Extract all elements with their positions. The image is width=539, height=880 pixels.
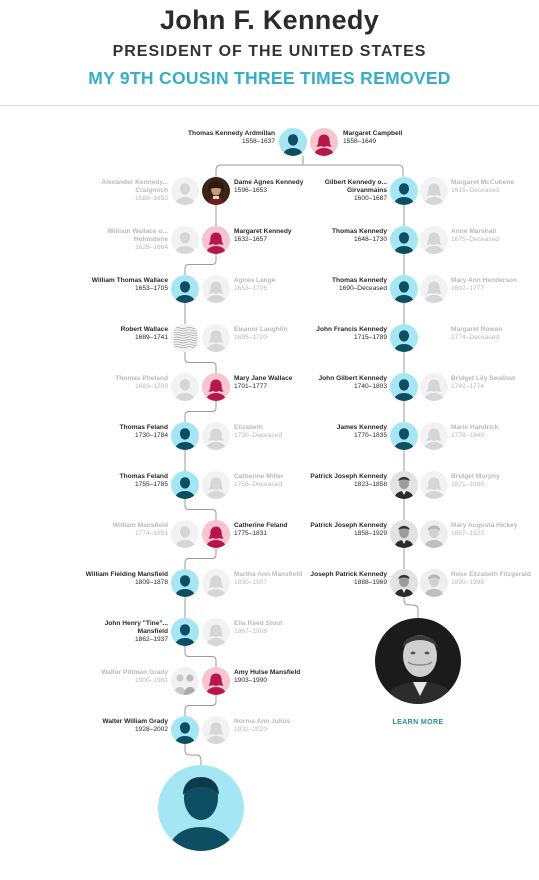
portrait-photo-avatar	[202, 177, 230, 205]
person-node[interactable]	[171, 324, 199, 352]
person-name: Rose Elizabeth Fitzgerald	[451, 571, 531, 578]
person-node[interactable]	[202, 177, 230, 205]
person-years: 1755–1785	[134, 481, 168, 489]
male-silhouette-icon	[171, 471, 199, 499]
learn-more-link[interactable]: LEARN MORE	[392, 719, 444, 726]
person-label[interactable]	[80, 620, 168, 645]
person-years: 1775–1831	[234, 530, 268, 538]
person-label[interactable]	[451, 522, 539, 538]
person-label[interactable]	[299, 571, 387, 587]
person-label[interactable]	[299, 228, 387, 244]
female-silhouette-icon	[202, 373, 230, 401]
person-years: 1888–1969	[353, 579, 387, 587]
person-node[interactable]	[390, 177, 418, 205]
person-name: Margaret Rowan	[451, 326, 503, 333]
male-silhouette-icon	[390, 177, 418, 205]
female-placeholder-icon	[420, 373, 448, 401]
person-node[interactable]	[202, 520, 230, 548]
person-label[interactable]	[343, 130, 431, 146]
connector-line	[185, 646, 216, 667]
person-years: 1690–Deceased	[338, 285, 387, 293]
person-name: Anne Marshall	[451, 228, 497, 235]
person-name: Agnes Lange	[234, 277, 276, 284]
person-node[interactable]	[390, 471, 418, 499]
relationship-label: MY 9TH COUSIN THREE TIMES REMOVED	[88, 68, 451, 88]
person-years: 1730–Deceased	[234, 432, 283, 440]
person-name: Alexander Kennedy... Craignoch	[101, 179, 168, 195]
person-years: 1653–1705	[134, 285, 168, 293]
connector-line	[185, 695, 216, 716]
male-silhouette-icon	[171, 569, 199, 597]
person-label[interactable]	[80, 473, 168, 489]
person-name: John Henry "Tine"... Mansfield	[104, 620, 168, 636]
person-years: 1701–1777	[234, 383, 268, 391]
person-node[interactable]	[171, 275, 199, 303]
person-label[interactable]	[299, 522, 387, 538]
connector-line	[185, 499, 216, 520]
person-years: 1625–1664	[134, 244, 168, 252]
person-node[interactable]	[171, 373, 199, 401]
person-label[interactable]	[299, 375, 387, 391]
person-name: Martha Ann Mansfield	[234, 571, 303, 578]
male-silhouette-icon	[171, 422, 199, 450]
person-node[interactable]	[202, 471, 230, 499]
person-node[interactable]	[420, 324, 448, 352]
person-name: Catherine Feland	[234, 522, 288, 529]
male-placeholder-icon	[171, 177, 199, 205]
person-label[interactable]	[299, 473, 387, 489]
person-years: 1779–1848	[451, 432, 485, 440]
person-label[interactable]	[451, 277, 539, 293]
person-name: James Kennedy	[336, 424, 387, 431]
female-placeholder-icon	[202, 275, 230, 303]
person-node[interactable]	[171, 422, 199, 450]
person-node[interactable]	[202, 275, 230, 303]
person-years: 1774–Deceased	[451, 334, 500, 342]
person-label[interactable]	[451, 375, 539, 391]
person-node[interactable]	[171, 471, 199, 499]
person-node[interactable]	[390, 422, 418, 450]
female-silhouette-icon	[202, 226, 230, 254]
person-years: 1632–1657	[234, 236, 268, 244]
person-name: William Wallace o... Holmstone	[107, 228, 168, 244]
portrait-photo-faded-avatar	[420, 569, 448, 597]
person-node[interactable]	[420, 177, 448, 205]
person-years: 1758–Deceased	[234, 481, 283, 489]
person-node[interactable]	[171, 716, 199, 744]
person-node[interactable]	[202, 569, 230, 597]
male-silhouette-icon	[390, 324, 418, 352]
person-name: Patrick Joseph Kennedy	[310, 522, 387, 529]
person-label[interactable]	[80, 375, 168, 391]
person-node[interactable]	[420, 275, 448, 303]
female-placeholder-icon	[420, 471, 448, 499]
person-years: 1770–1835	[353, 432, 387, 440]
person-name: Thomas Feland	[119, 424, 168, 431]
person-name: Thomas Kennedy Ardmillan	[188, 130, 275, 137]
person-years: 1890–1995	[451, 579, 485, 587]
person-name: Dame Agnes Kennedy	[234, 179, 304, 186]
person-node[interactable]	[420, 471, 448, 499]
female-placeholder-icon	[420, 177, 448, 205]
female-placeholder-icon	[202, 422, 230, 450]
female-placeholder-icon	[202, 324, 230, 352]
female-silhouette-icon	[202, 667, 230, 695]
person-years: 1821–1888	[451, 481, 485, 489]
person-name: Amy Hulse Mansfield	[234, 669, 301, 676]
male-silhouette-icon	[279, 128, 307, 156]
person-years: 1862–1937	[134, 636, 168, 644]
person-node[interactable]	[202, 373, 230, 401]
person-years: 1857–1923	[451, 530, 485, 538]
male-silhouette-icon	[171, 275, 199, 303]
person-node[interactable]	[202, 226, 230, 254]
person-years: 1928–2002	[134, 726, 168, 734]
male-silhouette-icon	[171, 618, 199, 646]
male-placeholder-icon	[171, 520, 199, 548]
male-silhouette-icon	[390, 275, 418, 303]
person-label[interactable]	[451, 571, 539, 587]
person-name: Margaret Campbell	[343, 130, 403, 137]
person-name: Walter Pittman Grady	[101, 669, 168, 676]
person-name: Gilbert Kennedy o... Girvanmains	[324, 179, 387, 195]
person-node[interactable]	[171, 177, 199, 205]
person-years: 1742–1774	[451, 383, 485, 391]
male-placeholder-icon	[171, 373, 199, 401]
person-label[interactable]	[451, 179, 539, 195]
person-name: Patrick Joseph Kennedy	[310, 473, 387, 480]
female-placeholder-icon	[420, 275, 448, 303]
person-node[interactable]	[420, 373, 448, 401]
female-placeholder-icon	[202, 716, 230, 744]
portrait-photo-bw-avatar	[390, 471, 418, 499]
person-name: Elizabeth	[234, 424, 263, 431]
connector-line	[185, 744, 201, 765]
person-name: Bridget Lily Swallow	[451, 375, 516, 382]
person-label[interactable]	[187, 130, 275, 146]
person-name: Thomas Kennedy	[332, 277, 387, 284]
male-silhouette-icon	[390, 226, 418, 254]
person-name: Marie Handrick	[451, 424, 499, 431]
person-name: Bridget Murphy	[451, 473, 500, 480]
female-placeholder-icon	[202, 618, 230, 646]
person-years: 1683–1709	[134, 383, 168, 391]
connector-line	[185, 401, 216, 422]
person-node[interactable]	[420, 422, 448, 450]
person-label[interactable]	[80, 277, 168, 293]
person-years: 1588–1652	[134, 195, 168, 203]
connector-line	[185, 254, 216, 275]
connector-line	[185, 352, 216, 373]
connector-line	[216, 156, 303, 177]
connector-line	[303, 165, 403, 177]
person-node[interactable]	[390, 324, 418, 352]
person-years: 1900–1981	[134, 677, 168, 685]
person-name: Norma Ann Julius	[234, 718, 291, 725]
person-name: Margaret McCubene	[451, 179, 515, 186]
person-years: 1809–1878	[134, 579, 168, 587]
person-label[interactable]	[80, 669, 168, 685]
female-silhouette-icon	[202, 520, 230, 548]
person-label[interactable]	[80, 571, 168, 587]
person-node[interactable]	[420, 520, 448, 548]
connector-line	[185, 548, 216, 569]
female-placeholder-icon	[420, 422, 448, 450]
person-node[interactable]	[171, 520, 199, 548]
person-label[interactable]	[80, 326, 168, 342]
person-years: 1558–1649	[343, 138, 377, 146]
female-placeholder-icon	[202, 569, 230, 597]
male-silhouette-icon	[171, 716, 199, 744]
person-node[interactable]	[202, 667, 230, 695]
person-years: 1558–1637	[241, 138, 275, 146]
person-node[interactable]	[420, 226, 448, 254]
family-photo-avatar	[171, 667, 199, 695]
person-years: 1695–1720	[234, 334, 268, 342]
person-label[interactable]	[234, 718, 322, 734]
connector-line	[404, 597, 418, 618]
person-years: 1675–Deceased	[451, 236, 500, 244]
person-name: William Thomas Wallace	[91, 277, 168, 284]
person-years: 1600–1687	[353, 195, 387, 203]
person-label[interactable]	[234, 620, 322, 636]
document-scan-white-avatar	[420, 324, 448, 352]
portrait-photo-faded-avatar	[420, 520, 448, 548]
person-years: 1730–1784	[134, 432, 168, 440]
person-name: Ella Reed Stout	[234, 620, 283, 627]
person-name: Thomas Pheland	[115, 375, 168, 382]
person-label[interactable]	[299, 326, 387, 342]
person-name: Mary Augusta Hickey	[451, 522, 518, 529]
person-years: 1858–1929	[353, 530, 387, 538]
person-name: Thomas Feland	[119, 473, 168, 480]
celebrity-name: John F. Kennedy	[159, 5, 380, 35]
person-name: Robert Wallace	[120, 326, 168, 333]
person-name: William Mansfield	[112, 522, 168, 529]
person-years: 1830–1907	[234, 579, 268, 587]
person-node[interactable]	[202, 422, 230, 450]
person-years: 1692–1777	[451, 285, 485, 293]
person-name: Thomas Kennedy	[332, 228, 387, 235]
person-years: 1867–1908	[234, 628, 268, 636]
person-years: 1648–1730	[353, 236, 387, 244]
person-years: 1740–1803	[353, 383, 387, 391]
person-node[interactable]	[171, 667, 199, 695]
person-node[interactable]	[420, 569, 448, 597]
person-node[interactable]	[390, 373, 418, 401]
person-years: 1932–2020	[234, 726, 268, 734]
person-name: John Francis Kennedy	[316, 326, 387, 333]
person-node[interactable]	[390, 275, 418, 303]
person-years: 1903–1990	[234, 677, 268, 685]
person-node[interactable]	[202, 618, 230, 646]
my-avatar[interactable]	[158, 765, 244, 851]
person-years: 1653–1726	[234, 285, 268, 293]
person-node[interactable]	[171, 226, 199, 254]
person-years: 1823–1858	[353, 481, 387, 489]
person-label[interactable]	[80, 424, 168, 440]
person-name: Joseph Patrick Kennedy	[310, 571, 387, 578]
portrait-photo-bw-avatar	[390, 520, 418, 548]
person-node[interactable]	[390, 569, 418, 597]
person-name: John Gilbert Kennedy	[318, 375, 387, 382]
person-years: 1774–1851	[134, 530, 168, 538]
person-node[interactable]	[202, 324, 230, 352]
person-label[interactable]	[299, 424, 387, 440]
male-silhouette-icon	[390, 422, 418, 450]
person-years: 1596–1653	[234, 187, 268, 195]
person-name: William Fielding Mansfield	[85, 571, 168, 578]
person-label[interactable]	[451, 228, 539, 244]
person-node[interactable]	[310, 128, 338, 156]
person-years: 1715–1789	[353, 334, 387, 342]
person-name: Mary Jane Wallace	[234, 375, 293, 382]
person-label[interactable]	[80, 522, 168, 538]
person-name: Margaret Kennedy	[234, 228, 292, 235]
person-years: 1615–Deceased	[451, 187, 500, 195]
person-node[interactable]	[390, 520, 418, 548]
person-label[interactable]	[80, 228, 168, 253]
male-silhouette-icon	[390, 373, 418, 401]
person-name: Walter William Grady	[102, 718, 168, 725]
person-label[interactable]	[299, 277, 387, 293]
portrait-photo-bw-avatar	[390, 569, 418, 597]
person-label[interactable]	[451, 326, 539, 342]
person-label[interactable]	[234, 669, 322, 685]
person-name: Mary Ann Henderson	[451, 277, 518, 284]
celebrity-title: PRESIDENT OF THE UNITED STATES	[112, 43, 427, 60]
person-label[interactable]	[451, 424, 539, 440]
person-years: 1689–1741	[134, 334, 168, 342]
person-node[interactable]	[171, 618, 199, 646]
person-node[interactable]	[279, 128, 307, 156]
male-placeholder-icon	[171, 226, 199, 254]
person-label[interactable]	[451, 473, 539, 489]
person-name: Eleanor Laughlin	[234, 326, 288, 333]
document-scan-avatar	[171, 324, 199, 352]
person-label[interactable]	[80, 179, 168, 204]
person-node[interactable]	[390, 226, 418, 254]
female-placeholder-icon	[420, 226, 448, 254]
person-label[interactable]	[80, 718, 168, 734]
person-node[interactable]	[202, 716, 230, 744]
person-node[interactable]	[171, 569, 199, 597]
celebrity-portrait[interactable]	[375, 618, 461, 704]
female-silhouette-icon	[310, 128, 338, 156]
female-placeholder-icon	[202, 471, 230, 499]
person-label[interactable]	[299, 179, 387, 204]
person-name: Catherine Miller	[234, 473, 284, 480]
